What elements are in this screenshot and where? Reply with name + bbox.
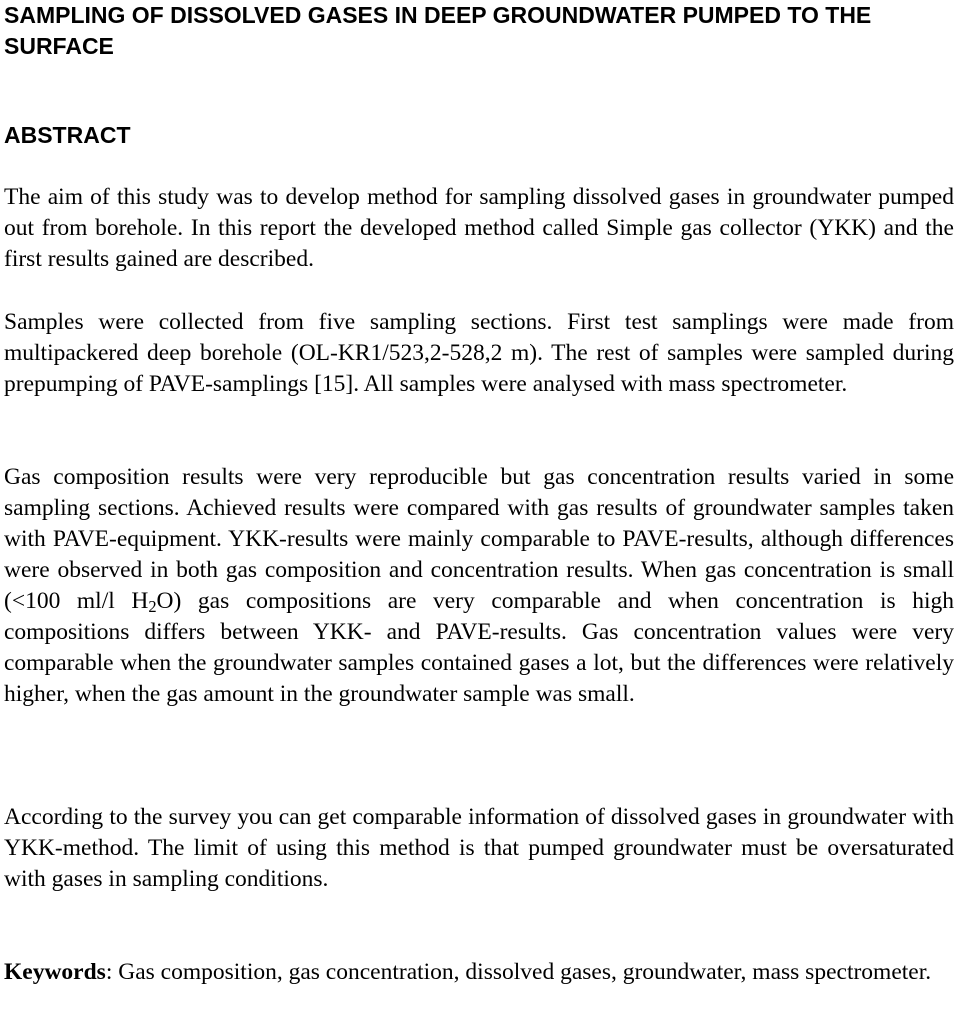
abstract-paragraph-3	[4, 462, 954, 710]
keywords-label: Keywords	[4, 959, 106, 985]
paragraph-3-text-start: Gas composition results were very reproducible but gas concentration results varied in some sampling sections. Achieved results were compared with gas results of groundwater samples taken with PAVE-equipment. YKK-results were mainly comparable to PAVE-results, although differences were observed in both gas composition and concentration results. When gas concentration is small (<100 ml/l H	[4, 464, 954, 614]
document-title: SAMPLING OF DISSOLVED GASES IN DEEP GROUNDWATER PUMPED TO THE SURFACE	[4, 2, 872, 59]
subscript-two: 2	[148, 597, 157, 617]
paragraph-3-text-end: O) gas compositions are very comparable and when concentration is high compositions differs between YKK- and PAVE-results. Gas concentration values were very comparable when the groundwater samples contained gases a lot, but the differences were relatively higher, when the gas amount in the groundwater sample was small.	[4, 588, 954, 707]
abstract-paragraph-2: Samples were collected from five sampling sections. First test samplings were made from multipackered deep borehole (OL-KR1/523,2-528,2 m). The rest of samples were sampled during prepumping of PAVE-samplings [15]. All samples were analysed with mass spectrometer.	[4, 309, 954, 397]
abstract-paragraph-1: The aim of this study was to develop method for sampling dissolved gases in groundwater pumped out from borehole. In this report the developed method called Simple gas collector (YKK) and the first results gained are described.	[4, 184, 954, 272]
keywords-text: : Gas composition, gas concentration, dissolved gases, groundwater, mass spectrometer.	[105, 959, 932, 985]
abstract-paragraph-4: According to the survey you can get comparable information of dissolved gases in groundwater with YKK-method. The limit of using this method is that pumped groundwater must be oversaturated with gases in sampling conditions.	[4, 804, 954, 892]
keywords-line	[4, 957, 954, 988]
abstract-heading: ABSTRACT	[4, 122, 131, 148]
document-page	[4, 0, 954, 985]
